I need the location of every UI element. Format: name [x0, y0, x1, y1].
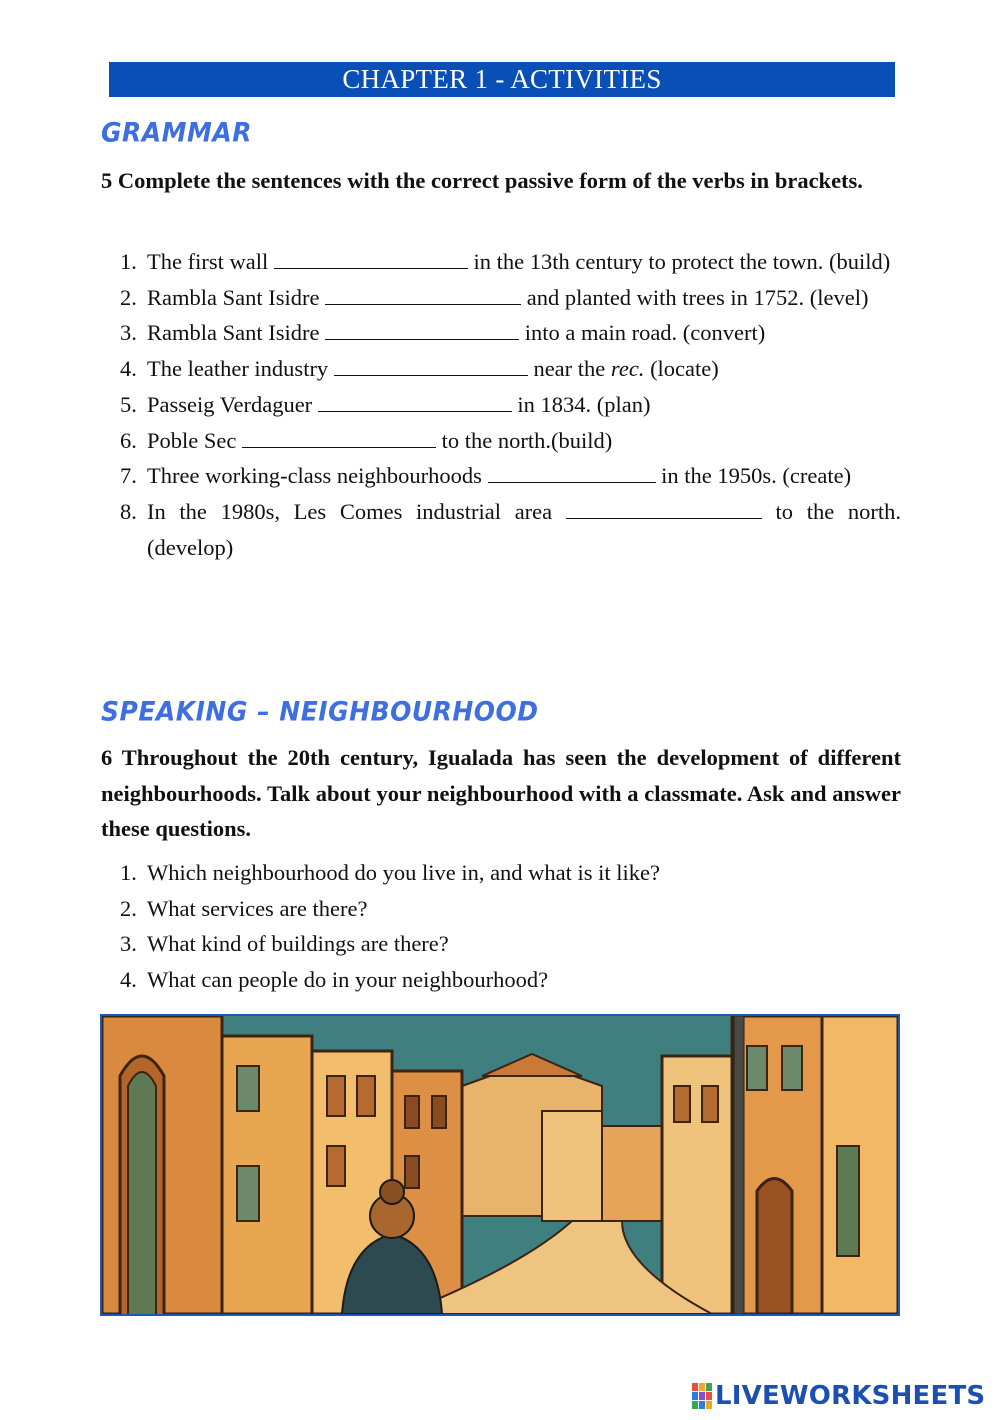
list-item: [120, 926, 901, 962]
brand-name: LIVEWORKSHEETS: [715, 1381, 986, 1411]
answer-blank-1[interactable]: [274, 250, 468, 269]
answer-blank-8[interactable]: [566, 500, 762, 519]
list-item: [120, 494, 901, 565]
answer-blank-5[interactable]: [318, 393, 512, 412]
list-item: [120, 423, 901, 459]
item-text: into a main road. (convert): [519, 320, 766, 346]
answer-blank-7[interactable]: [488, 464, 656, 483]
speaking-question-list: [120, 855, 901, 998]
item-text: to the north.(build): [436, 427, 613, 453]
item-text: in 1834. (plan): [511, 391, 651, 417]
item-number: 5.: [120, 391, 137, 417]
item-text: in the 13th century to protect the town. (build): [467, 249, 891, 274]
item-text: Passeig Verdaguer: [147, 391, 313, 417]
item-number: 7.: [120, 463, 137, 489]
question-text: What kind of buildings are there?: [147, 931, 449, 957]
speaking-heading: SPEAKING – NEIGHBOURHOOD: [101, 696, 539, 727]
item-text: Rambla Sant Isidre: [147, 284, 320, 310]
item-number: 8.: [120, 498, 137, 524]
list-item: [120, 351, 901, 387]
list-item: [120, 891, 901, 927]
item-text: in the 1950s. (create): [655, 463, 852, 489]
question-text: What services are there?: [147, 895, 368, 921]
item-text: Poble Sec: [147, 427, 237, 453]
item-number: 1.: [120, 860, 137, 885]
list-item: [120, 855, 901, 891]
answer-blank-4[interactable]: [334, 357, 528, 376]
item-text: to the north. (develop): [147, 498, 902, 560]
item-number: 1.: [120, 249, 137, 274]
speaking-instruction: 6 Throughout the 20th century, Igualada has seen the development of different neighbourhoods. Talk about your neighbourhood with a classmate. Ask and answer these questions.: [101, 745, 901, 841]
item-text: Three working-class neighbourhoods: [147, 463, 482, 489]
question-text: Which neighbourhood do you live in, and what is it like?: [147, 860, 661, 885]
item-number: 3.: [120, 320, 137, 346]
street-illustration: [100, 1014, 900, 1316]
grammar-exercise-list: [120, 244, 901, 565]
list-item: [120, 458, 901, 494]
item-text: (locate): [644, 356, 719, 382]
grammar-heading: GRAMMAR: [101, 117, 252, 148]
list-item: [120, 962, 901, 998]
item-number: 6.: [120, 427, 137, 453]
item-number: 2.: [120, 284, 137, 310]
list-item: [120, 280, 901, 316]
item-text: In the 1980s, Les Comes industrial area: [147, 498, 553, 524]
item-number: 4.: [120, 356, 137, 382]
item-number: 4.: [120, 967, 137, 993]
answer-blank-3[interactable]: [325, 321, 519, 340]
list-item: [120, 244, 901, 280]
item-text: near the: [527, 356, 611, 382]
answer-blank-2[interactable]: [325, 286, 521, 305]
item-number: 2.: [120, 895, 137, 921]
answer-blank-6[interactable]: [242, 429, 436, 448]
item-text: Rambla Sant Isidre: [147, 320, 320, 346]
liveworksheets-logo[interactable]: [692, 1380, 985, 1412]
liveworksheets-logo-mark-icon: [692, 1383, 712, 1409]
item-text: The leather industry: [147, 356, 329, 382]
item-italic-text: rec.: [610, 356, 645, 382]
item-text: and planted with trees in 1752. (level): [521, 284, 869, 310]
item-text: The first wall: [147, 249, 269, 274]
list-item: [120, 387, 901, 423]
chapter-banner: CHAPTER 1 - ACTIVITIES: [109, 62, 895, 97]
grammar-instruction: 5 Complete the sentences with the correct passive form of the verbs in brackets.: [101, 168, 863, 193]
question-text: What can people do in your neighbourhood?: [147, 967, 549, 993]
street-illustration-art: [102, 1016, 898, 1314]
item-number: 3.: [120, 931, 137, 957]
list-item: [120, 315, 901, 351]
